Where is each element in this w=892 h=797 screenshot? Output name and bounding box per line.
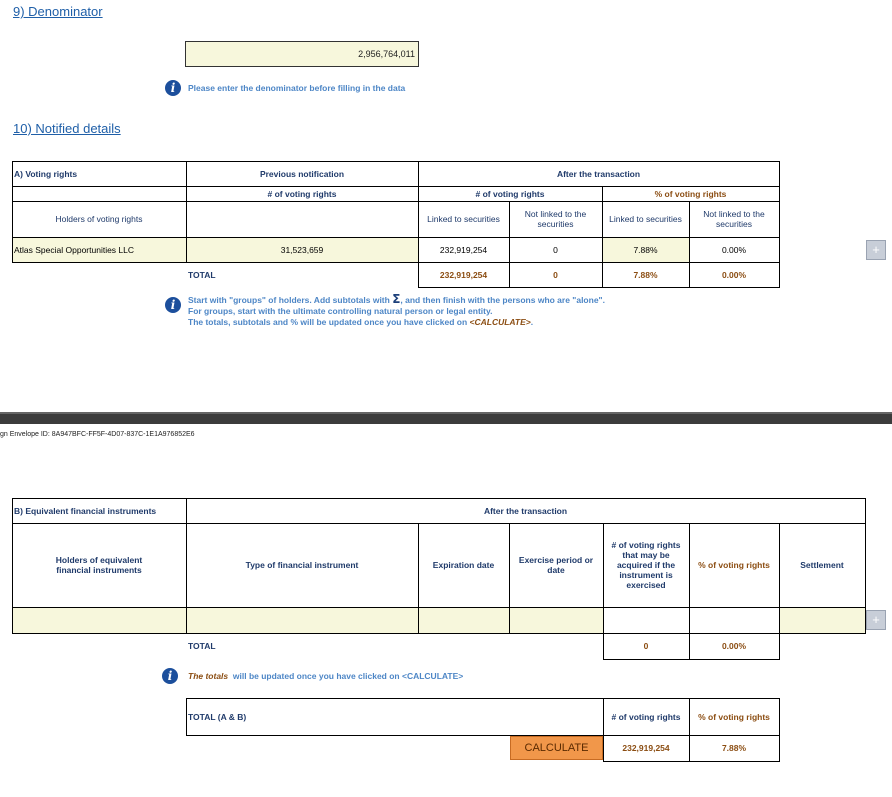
after-pct-voting-rights-header: % of voting rights xyxy=(654,188,727,199)
section-9-title: 9) Denominator xyxy=(13,4,103,19)
prev-num-voting-rights-header: # of voting rights xyxy=(267,188,337,199)
b-total-label: TOTAL xyxy=(188,641,216,651)
settlement-header: Settlement xyxy=(800,560,844,570)
section-10-title: 10) Notified details xyxy=(13,121,121,136)
not-linked-securities-header: Not linked to the securities xyxy=(524,209,587,229)
table-b-note: The totals will be updated once you have clicked on <CALCULATE> xyxy=(188,671,464,681)
total-label: TOTAL xyxy=(188,269,216,280)
previous-voting-rights-cell[interactable]: 31,523,659 xyxy=(280,244,324,255)
total-not-linked: 0 xyxy=(553,269,558,280)
total-ab-label: TOTAL (A & B) xyxy=(188,711,247,722)
total-ab-num-header: # of voting rights xyxy=(611,711,681,722)
after-num-voting-rights-header: # of voting rights xyxy=(475,188,545,199)
info-icon: i xyxy=(162,668,178,684)
after-transaction-header: After the transaction xyxy=(556,168,641,179)
plus-icon[interactable]: + xyxy=(866,240,886,260)
holder-name-cell[interactable]: Atlas Special Opportunities LLC xyxy=(14,244,135,255)
table-a-title: A) Voting rights xyxy=(14,168,78,179)
info-icon: i xyxy=(165,80,181,96)
b-pct-voting-rights-header: % of voting rights xyxy=(698,560,770,570)
b-after-transaction-header: After the transaction xyxy=(483,505,568,516)
total-ab-pct-header: % of voting rights xyxy=(698,711,770,722)
envelope-id: gn Envelope ID: 8A947BFC-FF5F-4D07-837C-1E1A976852E6 xyxy=(0,431,195,438)
exercise-period-header: Exercise period or date xyxy=(518,555,594,575)
expiration-date-header: Expiration date xyxy=(432,560,495,570)
total-linked: 232,919,254 xyxy=(439,269,488,280)
holders-instruments-header: Holders of equivalent financial instruments xyxy=(55,555,143,575)
calculate-button[interactable]: CALCULATE xyxy=(510,736,603,760)
not-linked-securities-cell[interactable]: 0 xyxy=(553,244,558,255)
total-ab-pct: 7.88% xyxy=(721,743,747,753)
holders-voting-rights-header: Holders of voting rights xyxy=(55,214,143,224)
table-a-notes: Start with "groups" of holders. Add subtotals with Σ, and then finish with the persons who are "alone". For groups, start with the ultimate controlling natural person or legal entity. The totals, subtotals and % will be updated once you have clicked on <CALCULATE>. xyxy=(188,292,605,327)
pct-not-linked-cell: 0.00% xyxy=(721,244,747,255)
info-icon: i xyxy=(165,297,181,313)
previous-notification-header: Previous notification xyxy=(259,168,345,179)
total-ab-num: 232,919,254 xyxy=(622,743,670,753)
total-pct-not-linked: 0.00% xyxy=(721,269,747,280)
pct-not-linked-securities-header: Not linked to the securities xyxy=(703,209,765,229)
plus-icon[interactable]: + xyxy=(866,610,886,630)
sigma-icon: Σ xyxy=(392,292,401,306)
linked-securities-cell[interactable]: 232,919,254 xyxy=(439,244,488,255)
denominator-input[interactable]: 2,956,764,011 xyxy=(185,41,419,67)
type-instrument-header: Type of financial instrument xyxy=(245,560,359,570)
denominator-note: Please enter the denominator before filling in the data xyxy=(188,83,406,93)
table-b-title: B) Equivalent financial instruments xyxy=(14,505,157,516)
pct-linked-securities-header: Linked to securities xyxy=(609,214,682,224)
linked-securities-header: Linked to securities xyxy=(427,214,500,224)
total-pct-linked: 7.88% xyxy=(633,269,658,280)
b-total-pct: 0.00% xyxy=(721,641,747,651)
pct-linked-cell: 7.88% xyxy=(633,244,658,255)
b-total-num: 0 xyxy=(643,641,649,651)
b-num-voting-rights-header: # of voting rights that may be acquired if the instrument is exercised xyxy=(611,540,681,590)
